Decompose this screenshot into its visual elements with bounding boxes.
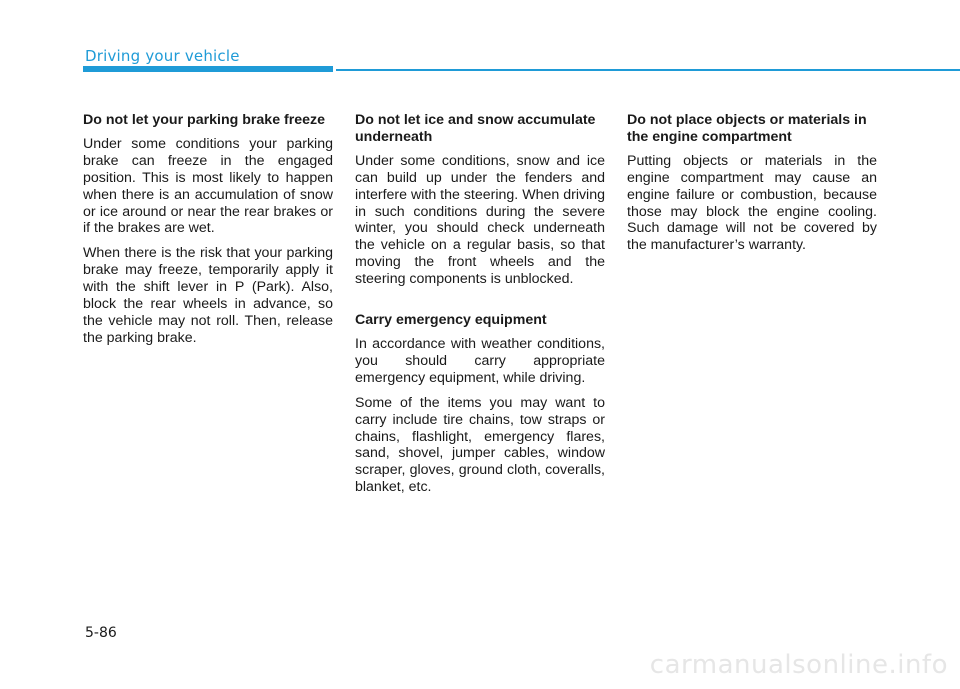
header-bar-accent [83, 66, 333, 72]
section-heading: Do not let your parking brake freeze [83, 112, 326, 128]
body-paragraph: Putting objects or materials in the engine compartment may cause an engine failure or combustion, because those may block the engine cooling. Such damage will not be covered by the manufacturer’s warranty. [627, 152, 877, 254]
section-block [627, 112, 877, 254]
body-paragraph: In accordance with weather conditions, you should carry appropriate emergency equipment, while driving. [355, 335, 605, 386]
section-heading: Do not let ice and snow accumulate underneath [355, 112, 596, 145]
section-heading: Do not place objects or materials in the engine compartment [627, 112, 867, 145]
header-rule [336, 69, 960, 71]
body-paragraph: Under some conditions your parking brake can freeze in the engaged position. This is most likely to happen when there is an accumulation of snow or ice around or near the rear brakes or if the brakes are wet. [83, 135, 333, 237]
section-block [355, 112, 605, 288]
page-number: 5-86 [85, 625, 117, 641]
body-paragraph: Under some conditions, snow and ice can build up under the fenders and interfere with the steering. When driving in such conditions during the severe winter, you should check underneath the vehicle on a regular basis, so that moving the front wheels and the steering components is unblocked. [355, 152, 605, 288]
body-paragraph: Some of the items you may want to carry include tire chains, tow straps or chains, flashlight, emergency flares, sand, shovel, jumper cables, window scraper, gloves, ground cloth, coveralls, blanket, etc. [355, 394, 605, 496]
section-header: Driving your vehicle [85, 47, 240, 65]
content-column-1 [83, 112, 333, 355]
section-block [355, 312, 605, 496]
section-block [83, 112, 333, 347]
watermark-text: carmanualsonline.info [649, 650, 948, 680]
content-column-2 [355, 112, 605, 504]
content-column-3 [627, 112, 877, 262]
body-paragraph: When there is the risk that your parking brake may freeze, temporarily apply it with the shift lever in P (Park). Also, block the rear wheels in advance, so the vehicle may not roll. Then, release the parking brake. [83, 245, 333, 346]
section-heading: Carry emergency equipment [355, 312, 547, 329]
